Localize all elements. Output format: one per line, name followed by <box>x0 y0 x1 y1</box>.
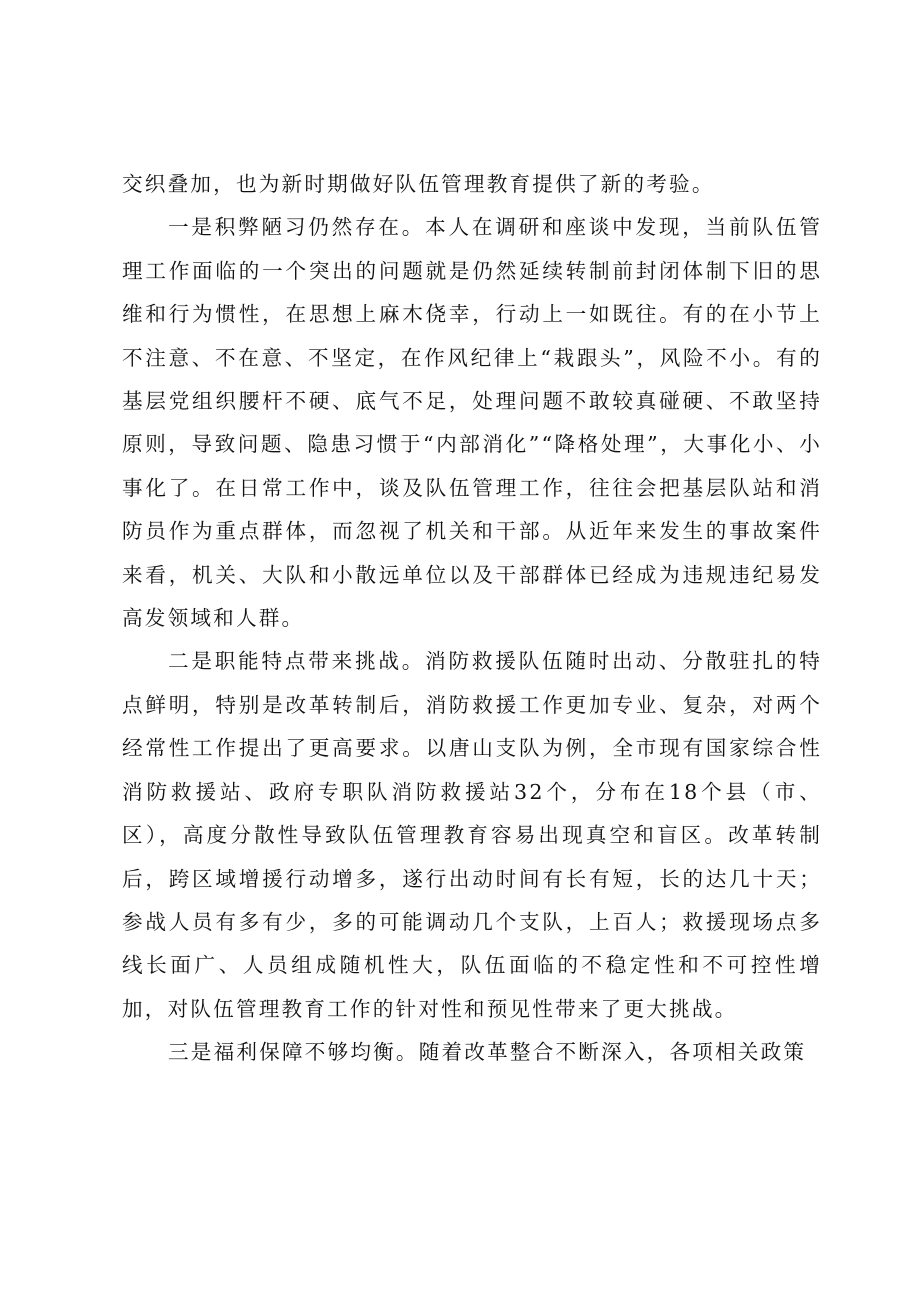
paragraph-point-one: 一是积弊陋习仍然存在。本人在调研和座谈中发现，当前队伍管理工作面临的一个突出的问题就是仍然延续转制前封闭体制下旧的思维和行为惯性，在思想上麻木侥幸，行动上一如既往。有的在小节上不注意、不在意、不坚定，在作风纪律上“栽跟头”，风险不小。有的基层党组织腰杆不硬、底气不足，处理问题不敢较真碰硬、不敢坚持原则，导致问题、隐患习惯于“内部消化”“降格处理”，大事化小、小事化了。在日常工作中，谈及队伍管理工作，往往会把基层队站和消防员作为重点群体，而忽视了机关和干部。从近年来发生的事故案件来看，机关、大队和小散远单位以及干部群体已经成为违规违纪易发高发领域和人群。 <box>122 215 822 631</box>
paragraph-point-three: 三是福利保障不够均衡。随着改革整合不断深入，各项相关政策 <box>168 1040 807 1065</box>
paragraph-point-two: 二是职能特点带来挑战。消防救援队伍随时出动、分散驻扎的特点鲜明，特别是改革转制后，消防救援工作更加专业、复杂，对两个经常性工作提出了更高要求。以唐山支队为例，全市现有国家综合性消防救援站、政府专职队消防救援站32个，分布在18个县（市、区），高度分散性导致队伍管理教育容易出现真空和盲区。改革转制后，跨区域增援行动增多，遂行出动时间有长有短，长的达几十天；参战人员有多有少，多的可能调动几个支队，上百人；救援现场点多线长面广、人员组成随机性大，队伍面临的不稳定性和不可控性增加，对队伍管理教育工作的针对性和预见性带来了更大挑战。 <box>122 649 822 1021</box>
document-body <box>122 163 822 1075</box>
paragraph-continuation: 交织叠加，也为新时期做好队伍管理教育提供了新的考验。 <box>122 172 715 196</box>
